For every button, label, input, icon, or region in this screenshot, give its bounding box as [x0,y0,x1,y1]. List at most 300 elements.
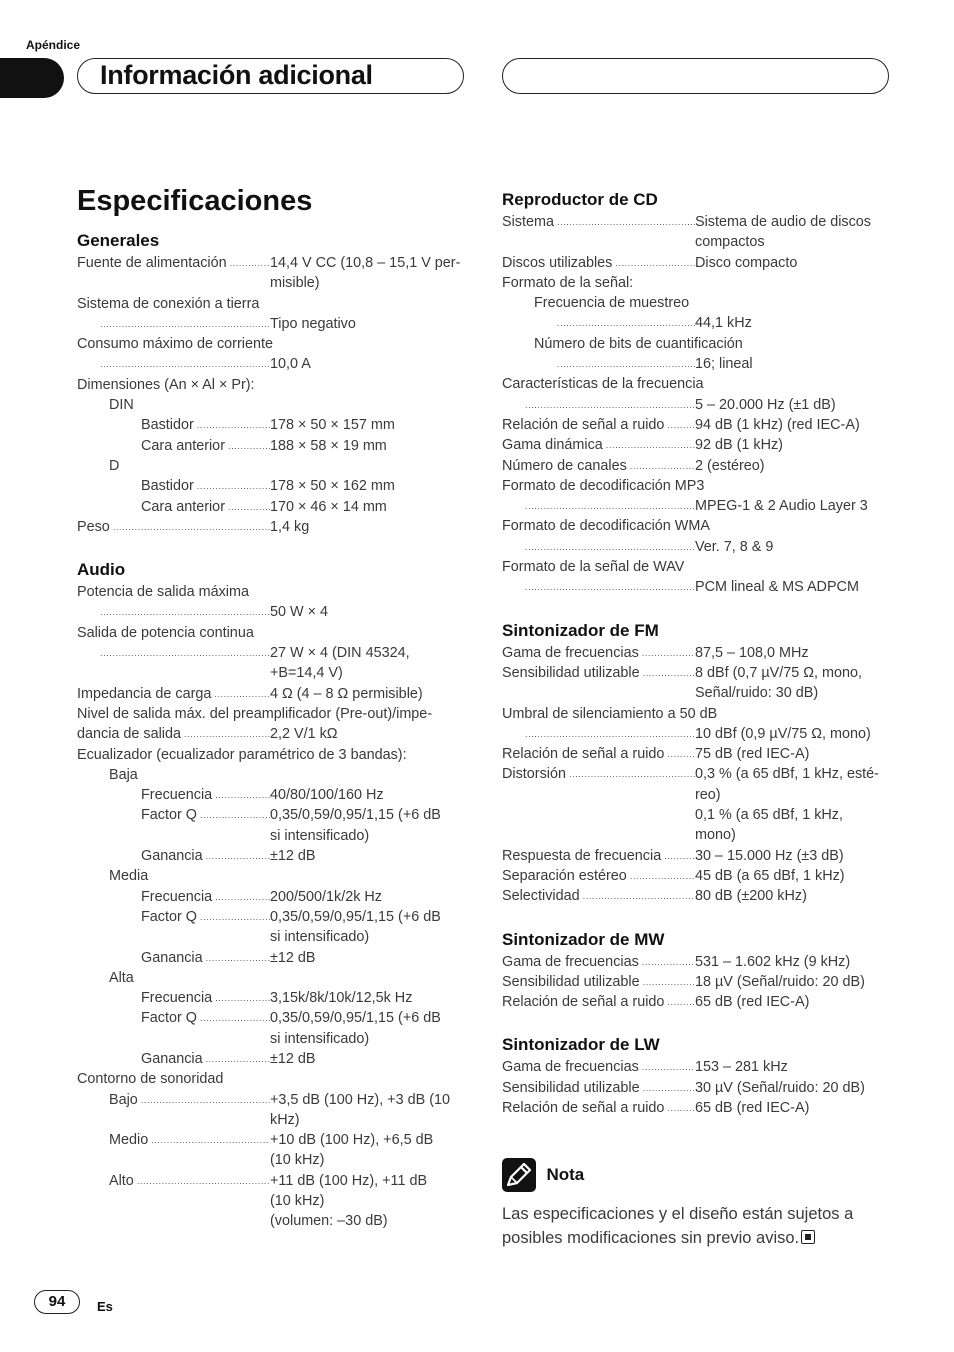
spec-label-wrap [141,948,270,968]
spec-label: Relación de señal a ruido [502,746,665,763]
spec-row [502,212,892,253]
dot-leader [639,1057,695,1077]
spec-label: Sensibilidad utilizable [502,1079,640,1096]
spec-label-wrap [97,354,270,374]
spec-row [77,354,467,374]
spec-section-title: Sintonizador de FM [502,620,659,640]
note-text: Las especificaciones y el diseño están sujetos a posibles modificaciones sin previo aviso. [502,1205,854,1247]
dot-leader [148,1130,270,1171]
dot-leader [603,435,695,455]
dot-leader [554,313,695,333]
spec-value: 45 dB (a 65 dBf, 1 kHz) [695,867,845,884]
spec-label: D [109,457,120,474]
spec-label-wrap [502,972,695,992]
spec-row [77,623,467,643]
dot-leader [194,476,270,496]
dot-leader [640,972,695,992]
dot-leader [522,537,695,557]
header-empty-frame [502,58,889,94]
spec-value: 2 (estéreo) [695,457,765,474]
spec-label: Sistema [502,214,554,230]
dot-leader [522,496,695,516]
spec-row [77,1130,467,1171]
spec-label: Ganancia [141,848,203,865]
spec-label: Cara anterior [141,437,225,454]
spec-label-wrap [109,1130,270,1171]
spec-label-wrap [502,992,695,1012]
spec-label: Cara anterior [141,498,225,515]
spec-row [502,764,892,845]
spec-row [77,887,467,907]
spec-label: Frecuencia [141,888,213,905]
spec-label: Contorno de sonoridad [77,1071,224,1088]
spec-row [77,476,467,496]
spec-label: Características de la frecuencia [502,376,704,393]
spec-value: 14,4 V CC (10,8 – 15,1 V per- misible) [270,255,461,292]
spec-value: 50 W × 4 [270,604,328,621]
dot-leader [97,643,270,684]
spec-row [77,334,467,354]
spec-label-wrap [109,1090,270,1131]
dot-leader [181,724,270,744]
spec-row [502,313,892,333]
spec-label: Gama de frecuencias [502,953,639,970]
spec-value: 80 dB (±200 kHz) [695,888,807,905]
spec-label-wrap [141,436,270,456]
dot-leader [522,724,695,744]
spec-row [77,846,467,866]
spec-value: 87,5 – 108,0 MHz [695,644,809,661]
spec-label-wrap [141,887,270,907]
spec-label: Factor Q [141,807,197,824]
spec-row [77,866,467,886]
note-pencil-icon [502,1158,536,1192]
spec-label-wrap [141,1049,270,1069]
spec-label-wrap [502,764,695,845]
spec-label: Frecuencia de muestreo [534,295,690,312]
spec-row [502,395,892,415]
spec-label-wrap [97,314,270,334]
spec-column-right [502,189,892,1118]
spec-label-wrap [141,988,270,1008]
spec-value: 92 dB (1 kHz) [695,437,783,454]
spec-label: Fuente de alimentación [77,255,227,271]
spec-label: Relación de señal a ruido [502,416,665,433]
section-tab-marker [0,58,64,98]
spec-label: Bastidor [141,417,194,434]
spec-row [77,582,467,602]
dot-leader [566,764,695,845]
spec-label-wrap [502,435,695,455]
spec-label-wrap [502,866,695,886]
spec-label: Número de bits de cuantificación [534,335,743,352]
spec-row [77,517,467,537]
spec-label-wrap [77,253,270,294]
section-spacer [502,598,892,620]
spec-row [77,948,467,968]
spec-label: DIN [109,397,134,414]
spec-label: Sensibilidad utilizable [502,973,640,990]
dot-leader [97,354,270,374]
spec-label-wrap [554,354,695,374]
dot-leader [197,1008,270,1049]
spec-label: Distorsión [502,766,566,783]
spec-label-wrap [502,1098,695,1118]
spec-label-wrap [77,724,270,744]
spec-row [502,273,892,293]
section-label: Apéndice [26,38,81,52]
spec-label: Bastidor [141,478,194,495]
spec-label-wrap [522,537,695,557]
spec-value: 10 dBf (0,9 µV/75 Ω, mono) [695,725,871,742]
spec-label-wrap [97,643,270,684]
dot-leader [639,952,695,972]
note-block [502,1158,892,1250]
dot-leader [522,395,695,415]
spec-value: ±12 dB [270,848,316,865]
spec-label: Factor Q [141,908,197,925]
spec-label: Formato de la señal de WAV [502,559,685,576]
spec-label: Sensibilidad utilizable [502,664,640,681]
spec-row [502,354,892,374]
spec-label-wrap [141,785,270,805]
spec-row [502,334,892,354]
spec-row [502,846,892,866]
spec-value: 65 dB (red IEC-A) [695,994,810,1011]
dot-leader [227,253,270,294]
spec-row [77,1049,467,1069]
spec-value: 200/500/1k/2k Hz [270,888,382,905]
spec-label: Media [109,868,149,885]
spec-row [502,537,892,557]
dot-leader [627,866,695,886]
spec-row [502,704,892,724]
spec-label-wrap [141,907,270,948]
spec-label: dancia de salida [77,726,182,743]
spec-label: Ecualizador (ecualizador paramétrico de 3 bandas): [77,746,407,763]
spec-label-wrap [502,253,695,273]
spec-row [502,1078,892,1098]
dot-leader [197,805,270,846]
dot-leader [197,907,270,948]
dot-leader [664,415,695,435]
spec-value: 0,35/0,59/0,95/1,15 (+6 dB si intensificado) [270,908,441,946]
spec-row [502,476,892,496]
spec-label: Formato de decodificación MP3 [502,477,705,494]
dot-leader [203,1049,270,1069]
spec-row [502,293,892,313]
spec-label-wrap [502,212,695,253]
spec-row [502,435,892,455]
dot-leader [212,988,270,1008]
spec-label-wrap [77,517,270,537]
note-text-wrap [502,1202,892,1250]
end-of-section-icon [801,1230,815,1244]
spec-row [502,744,892,764]
spec-value: 30 µV (Señal/ruido: 20 dB) [695,1079,865,1096]
spec-row [502,724,892,744]
dot-leader [212,785,270,805]
spec-row [502,972,892,992]
spec-label-wrap [502,846,695,866]
spec-label-wrap [522,724,695,744]
section-spacer [77,537,467,559]
dot-leader [203,948,270,968]
spec-section-title: Audio [77,560,126,580]
spec-label: Peso [77,518,110,535]
spec-row [77,684,467,704]
spec-label: Selectividad [502,888,580,905]
spec-label: Alta [109,969,134,986]
spec-label: Factor Q [141,1010,197,1027]
spec-value: 170 × 46 × 14 mm [270,498,387,515]
spec-row [502,866,892,886]
page-title: Especificaciones [77,185,313,217]
section-spacer [502,1012,892,1034]
spec-value: 531 – 1.602 kHz (9 kHz) [695,953,851,970]
spec-row [502,643,892,663]
spec-row [77,1090,467,1131]
spec-label: Formato de la señal: [502,274,634,291]
spec-value: 8 dBf (0,7 µV/75 Ω, mono, Señal/ruido: 30 dB) [695,664,863,702]
spec-label: Número de canales [502,457,627,474]
spec-row [77,456,467,476]
spec-row [77,602,467,622]
spec-label: Frecuencia [141,990,213,1007]
dot-leader [640,1078,695,1098]
spec-value: 44,1 kHz [695,315,752,332]
spec-row [77,765,467,785]
dot-leader [225,497,270,517]
dot-leader [640,663,695,704]
spec-value: Ver. 7, 8 & 9 [695,538,774,555]
spec-value: 5 – 20.000 Hz (±1 dB) [695,396,836,413]
spec-value: MPEG-1 & 2 Audio Layer 3 [695,498,868,515]
spec-label: Gama dinámica [502,437,603,454]
spec-label-wrap [141,1008,270,1049]
spec-label: Gama de frecuencias [502,1059,639,1076]
spec-value: 10,0 A [270,356,311,373]
spec-label: Formato de decodificación WMA [502,518,710,535]
spec-row [77,497,467,517]
spec-value: 0,35/0,59/0,95/1,15 (+6 dB si intensificado) [270,807,441,844]
spec-value: 178 × 50 × 162 mm [270,478,395,495]
dot-leader [554,212,695,253]
dot-leader [97,314,270,334]
spec-label-wrap [502,744,695,764]
dot-leader [203,846,270,866]
dot-leader [664,1098,695,1118]
dot-leader [664,744,695,764]
spec-value: PCM lineal & MS ADPCM [695,579,859,596]
language-code: Es [97,1299,113,1314]
spec-label: Separación estéreo [502,867,627,884]
spec-value: 65 dB (red IEC-A) [695,1099,810,1116]
spec-row [77,785,467,805]
spec-row [77,724,467,744]
spec-label: Consumo máximo de corriente [77,336,273,353]
spec-row [77,805,467,846]
dot-leader [522,577,695,597]
spec-label: Frecuencia [141,787,213,804]
spec-label-wrap [141,476,270,496]
spec-label: Relación de señal a ruido [502,994,665,1011]
spec-value: Tipo negativo [270,315,356,332]
spec-label-wrap [77,684,270,704]
spec-value: 18 µV (Señal/ruido: 20 dB) [695,973,865,990]
spec-value: +3,5 dB (100 Hz), +3 dB (10 kHz) [270,1091,450,1128]
spec-value: 1,4 kg [270,518,310,535]
spec-value: +11 dB (100 Hz), +11 dB (10 kHz) (volumen: –30 dB) [270,1172,428,1230]
dot-leader [612,253,695,273]
spec-label-wrap [502,415,695,435]
spec-row [77,1171,467,1232]
spec-value: 27 W × 4 (DIN 45324, +B=14,4 V) [270,645,410,682]
spec-label-wrap [141,497,270,517]
spec-row [77,907,467,948]
spec-row [77,1069,467,1089]
spec-row [77,375,467,395]
spec-section-title: Sintonizador de LW [502,1035,660,1055]
spec-label: Ganancia [141,949,203,966]
spec-label-wrap [522,496,695,516]
spec-row [502,456,892,476]
spec-row [77,253,467,294]
spec-label-wrap [141,805,270,846]
spec-label: Salida de potencia continua [77,624,254,641]
spec-label: Ganancia [141,1050,203,1067]
spec-label-wrap [502,643,695,663]
spec-label-wrap [522,395,695,415]
spec-value: 153 – 281 kHz [695,1059,788,1076]
spec-column-left [77,230,467,1232]
spec-value: 75 dB (red IEC-A) [695,746,810,763]
spec-row [77,436,467,456]
note-heading: Nota [546,1165,585,1184]
spec-label-wrap [97,602,270,622]
dot-leader [212,887,270,907]
spec-value: ±12 dB [270,949,316,966]
dot-leader [97,602,270,622]
dot-leader [138,1090,270,1131]
spec-label-wrap [554,313,695,333]
spec-label-wrap [502,886,695,906]
spec-label: Gama de frecuencias [502,644,639,661]
spec-label: Respuesta de frecuencia [502,847,662,864]
spec-row [77,314,467,334]
spec-value: 178 × 50 × 157 mm [270,417,395,434]
spec-row [502,663,892,704]
spec-label-wrap [502,1057,695,1077]
spec-value: 188 × 58 × 19 mm [270,437,387,454]
spec-row [77,395,467,415]
spec-label: Impedancia de carga [77,685,212,702]
spec-value: 0,35/0,59/0,95/1,15 (+6 dB si intensificado) [270,1010,441,1047]
spec-value: 4 Ω (4 – 8 Ω permisible) [270,685,423,702]
spec-label-wrap [141,846,270,866]
spec-section-title: Reproductor de CD [502,190,658,209]
dot-leader [110,517,270,537]
spec-row [502,577,892,597]
spec-value: 40/80/100/160 Hz [270,787,384,804]
spec-label-wrap [502,663,695,704]
dot-leader [134,1171,270,1232]
spec-section-title: Generales [77,231,160,250]
spec-label: Relación de señal a ruido [502,1099,665,1116]
spec-label: Discos utilizables [502,254,613,271]
section-spacer [502,907,892,929]
spec-label: Potencia de salida máxima [77,584,249,601]
spec-row [77,745,467,765]
spec-section-title: Sintonizador de MW [502,929,665,949]
spec-row [77,988,467,1008]
spec-label-wrap [141,415,270,435]
spec-value: Disco compacto [695,254,798,271]
spec-row [77,415,467,435]
spec-label: Alto [109,1172,134,1189]
spec-value: 2,2 V/1 kΩ [270,726,338,743]
dot-leader [664,992,695,1012]
dot-leader [639,643,695,663]
spec-row [77,968,467,988]
spec-value: 30 – 15.000 Hz (±3 dB) [695,847,844,864]
spec-label: Umbral de silenciamiento a 50 dB [502,705,718,722]
spec-row [77,1008,467,1049]
spec-value: 3,15k/8k/10k/12,5k Hz [270,990,413,1007]
spec-row [502,516,892,536]
spec-row [502,886,892,906]
spec-label: Sistema de conexión a tierra [77,295,260,312]
page-number: 94 [34,1290,80,1314]
spec-label: Dimensiones (An × Al × Pr): [77,376,255,393]
dot-leader [580,886,695,906]
spec-row [77,294,467,314]
spec-value: +10 dB (100 Hz), +6,5 dB (10 kHz) [270,1132,434,1169]
spec-value: 0,3 % (a 65 dBf, 1 kHz, esté- reo) 0,1 % (a 65 dBf, 1 kHz, mono) [695,766,879,844]
spec-label: Baja [109,766,138,783]
dot-leader [554,354,695,374]
spec-row [502,415,892,435]
spec-value: 94 dB (1 kHz) (red IEC-A) [695,416,860,433]
dot-leader [225,436,270,456]
spec-label-wrap [522,577,695,597]
spec-row [502,952,892,972]
dot-leader [211,684,270,704]
spec-row [502,557,892,577]
spec-label-wrap [502,952,695,972]
spec-row [502,1098,892,1118]
spec-row [77,704,467,724]
dot-leader [194,415,270,435]
spec-row [502,496,892,516]
spec-row [77,643,467,684]
spec-row [502,992,892,1012]
spec-row [502,253,892,273]
spec-row [502,374,892,394]
spec-value: Sistema de audio de discos compactos [695,214,871,251]
spec-value: 16; lineal [695,356,753,373]
spec-label-wrap [109,1171,270,1232]
spec-label-wrap [502,1078,695,1098]
header-title: Información adicional [100,60,373,90]
dot-leader [627,456,695,476]
spec-value: ±12 dB [270,1050,316,1067]
spec-label-wrap [502,456,695,476]
spec-label: Medio [109,1132,149,1149]
spec-label: Nivel de salida máx. del preamplificador (Pre-out)/impe- [77,705,433,722]
dot-leader [661,846,695,866]
spec-row [502,1057,892,1077]
